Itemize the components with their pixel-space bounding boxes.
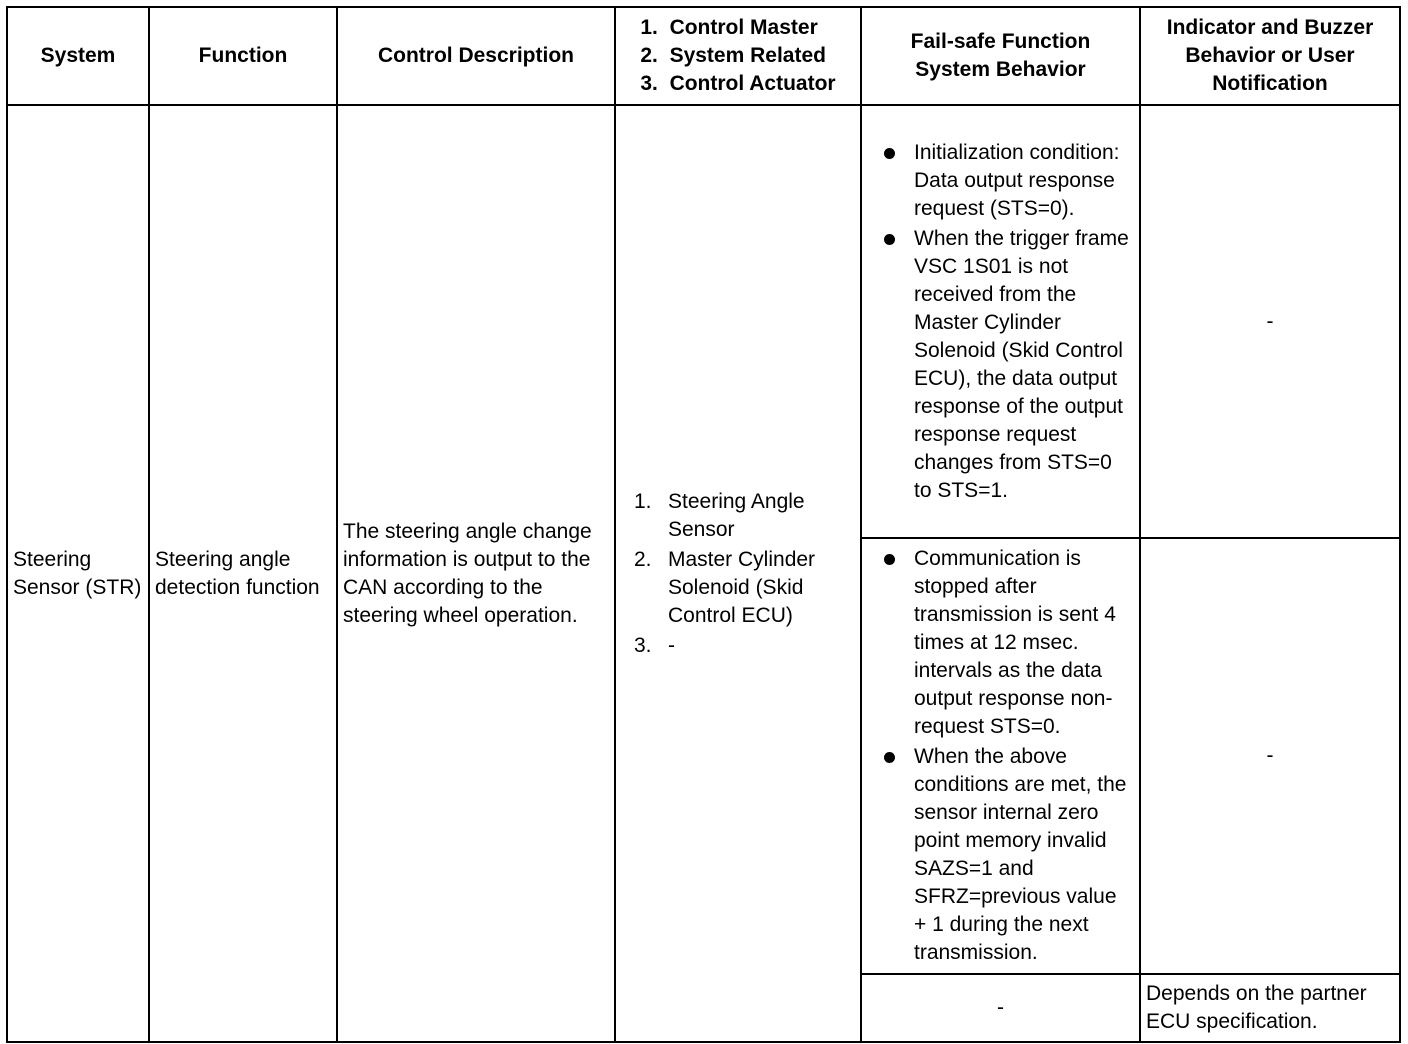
cell-system: Steering Sensor (STR) (7, 105, 149, 1042)
cell-failsafe-3: - (861, 974, 1140, 1042)
control-items-list (616, 488, 860, 660)
header-control-description: Control Description (337, 7, 615, 105)
bullet-icon (882, 743, 914, 967)
cell-failsafe-1 (861, 105, 1140, 538)
header-control-list-items (640, 14, 835, 98)
failsafe-bullets-2 (862, 539, 1139, 973)
list-item: 3. - (634, 633, 675, 657)
list-item: 1. Steering Angle Sensor (634, 489, 805, 541)
header-row (7, 7, 1400, 105)
cell-indicator-3: Depends on the partner ECU specification. (1140, 974, 1400, 1042)
bullet-icon (882, 225, 914, 505)
header-indicator: Indicator and Buzzer Behavior or User Notification (1140, 7, 1400, 105)
bullet-icon (882, 139, 914, 223)
table-row (7, 105, 1400, 538)
cell-indicator-1: - (1140, 105, 1400, 538)
header-function: Function (149, 7, 337, 105)
header-control-item: 2. System Related (640, 44, 826, 67)
header-failsafe: Fail-safe Function System Behavior (861, 7, 1140, 105)
cell-indicator-2: - (1140, 538, 1400, 974)
list-item: 2. Master Cylinder Solenoid (Skid Control ECU) (634, 547, 816, 627)
cell-failsafe-2 (861, 538, 1140, 974)
list-item: Communication is stopped after transmission is sent 4 times at 12 msec. intervals as the data output response non-request STS=0. (882, 545, 1133, 741)
failsafe-bullets-1 (862, 133, 1139, 511)
header-control-item: 1. Control Master (640, 16, 818, 39)
cell-control-items (615, 105, 861, 1042)
header-control-item: 3. Control Actuator (640, 72, 836, 95)
header-control-list (615, 7, 861, 105)
header-system: System (7, 7, 149, 105)
cell-control-description: The steering angle change information is output to the CAN according to the steering wheel operation. (337, 105, 615, 1042)
list-item: When the above conditions are met, the sensor internal zero point memory invalid SAZS=1 and SFRZ=previous value + 1 during the next transmission. (882, 743, 1133, 967)
failsafe-table (6, 6, 1401, 1043)
list-item: When the trigger frame VSC 1S01 is not received from the Master Cylinder Solenoid (Skid Control ECU), the data output response of the output response request changes from STS=0 to STS=1. (882, 225, 1133, 505)
list-item: Initialization condition: Data output response request (STS=0). (882, 139, 1133, 223)
cell-function: Steering angle detection function (149, 105, 337, 1042)
bullet-icon (882, 545, 914, 741)
